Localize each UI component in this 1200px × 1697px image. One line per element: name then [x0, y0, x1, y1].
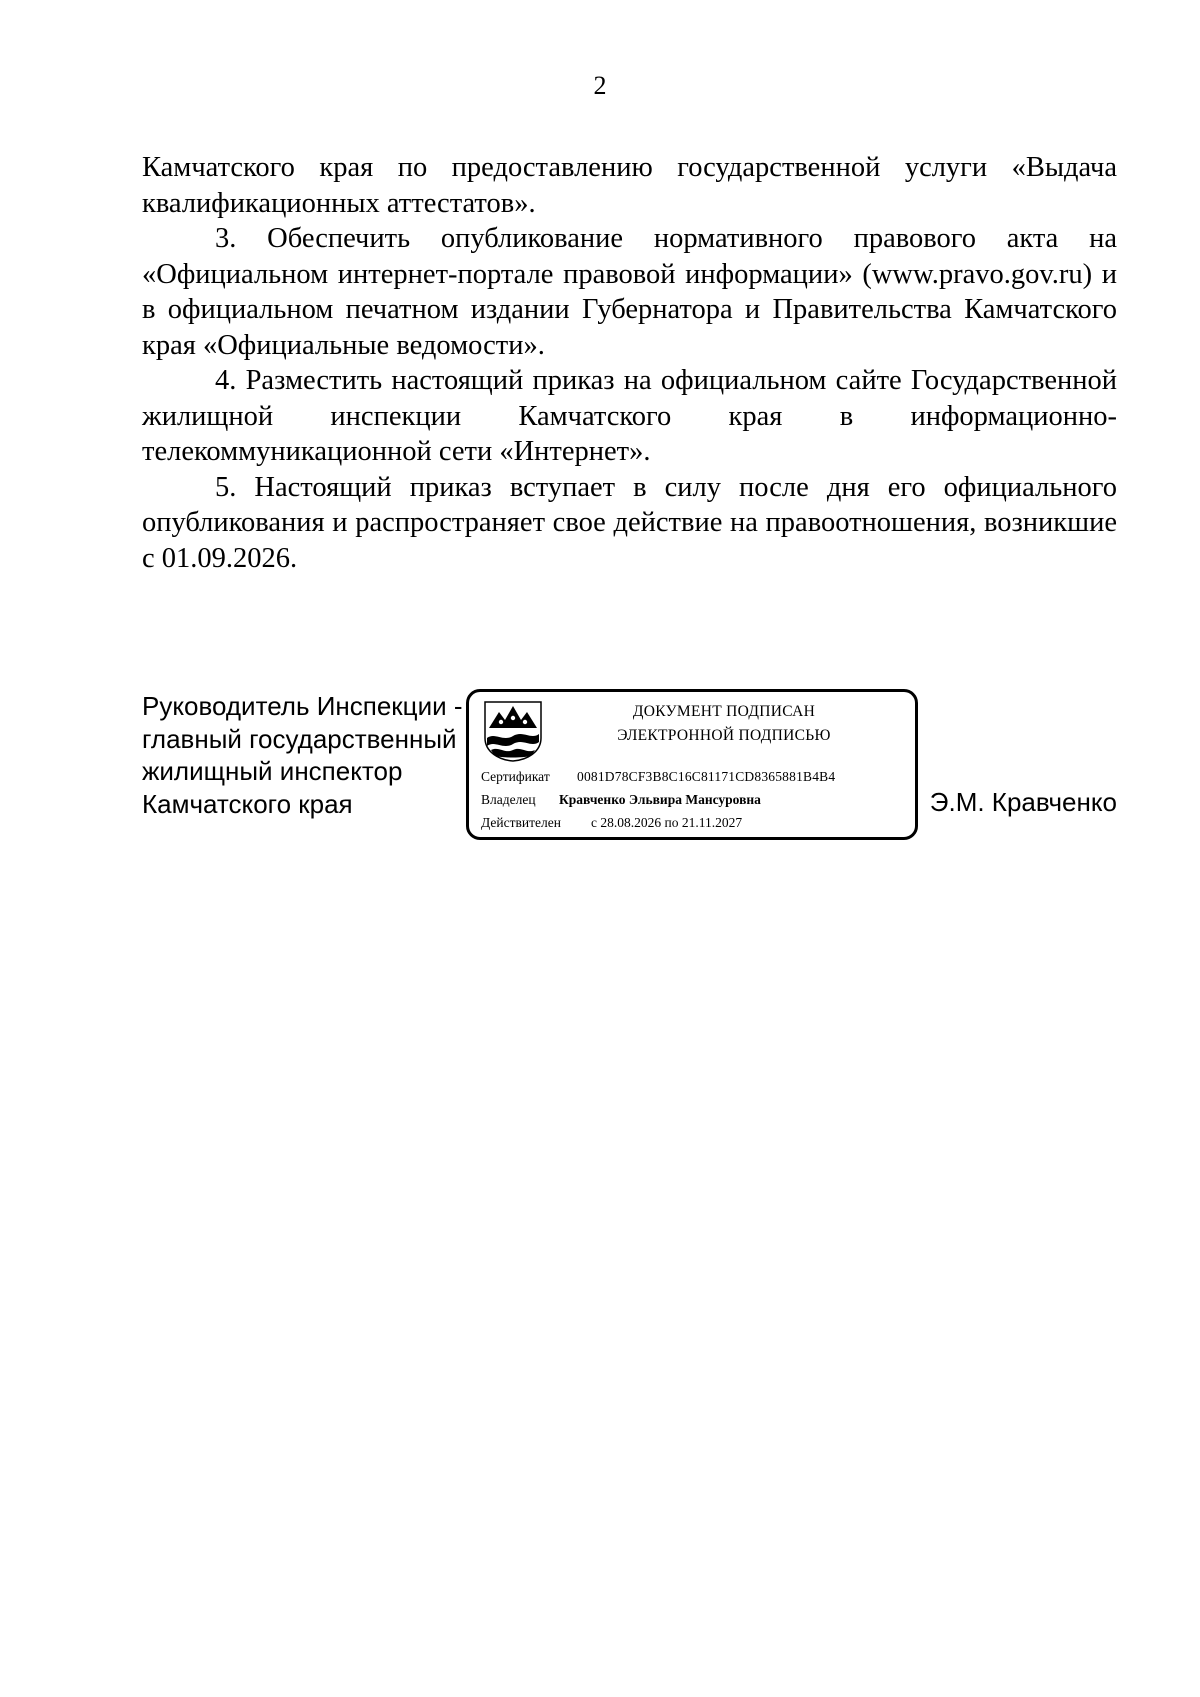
- stamp-heading: [557, 700, 891, 748]
- paragraph-item-5: 5. Настоящий приказ вступает в силу после дня его официального опубликования и распространяет свое действие на правоотношения, возникшие с 01.09.2026.: [142, 471, 1117, 574]
- signature-block: [142, 690, 1117, 850]
- signer-title-line: Камчатского края: [142, 788, 353, 819]
- stamp-owner-label: Владелец: [481, 792, 536, 807]
- stamp-certificate-row: [481, 768, 836, 786]
- signer-title-line: главный государственный: [142, 723, 457, 754]
- kamchatka-coat-of-arms-icon: [481, 698, 545, 762]
- stamp-heading-line: ЭЛЕКТРОННОЙ ПОДПИСЬЮ: [617, 727, 831, 744]
- stamp-validity-label: Действителен: [481, 815, 561, 830]
- paragraph-item-3: 3. Обеспечить опубликование нормативного правового акта на «Официальном интернет-портале правовой информации» (www.pravo.gov.ru) и в официальном печатном издании Губернатора и Правительства Камчатского края «Официальные ведомости».: [142, 223, 1117, 361]
- electronic-signature-stamp: [466, 689, 918, 840]
- page-number: 2: [593, 71, 607, 100]
- paragraph-continuation: Камчатского края по предоставлению государственной услуги «Выдача квалификационных аттестатов».: [142, 152, 1117, 219]
- signer-name: Э.М. Кравченко: [929, 787, 1117, 817]
- signer-title-line: жилищный инспектор: [142, 756, 403, 786]
- signer-title: [142, 690, 463, 820]
- paragraph-item-4: 4. Разместить настоящий приказ на официальном сайте Государственной жилищной инспекции Камчатского края в информационно-телекоммуникационной сети «Интернет».: [142, 365, 1117, 467]
- stamp-certificate-label: Сертификат: [481, 769, 550, 784]
- stamp-certificate-value: 0081D78CF3B8C16C81171CD8365881B4B4: [577, 769, 836, 784]
- document-body: [142, 150, 1117, 576]
- stamp-validity-row: [481, 814, 743, 832]
- signer-title-line: Руководитель Инспекции -: [142, 691, 463, 721]
- stamp-validity-value: с 28.08.2026 по 21.11.2027: [591, 815, 743, 830]
- stamp-heading-line: ДОКУМЕНТ ПОДПИСАН: [632, 703, 816, 720]
- stamp-owner-value: Кравченко Эльвира Мансуровна: [559, 792, 761, 807]
- stamp-owner-row: [481, 791, 761, 809]
